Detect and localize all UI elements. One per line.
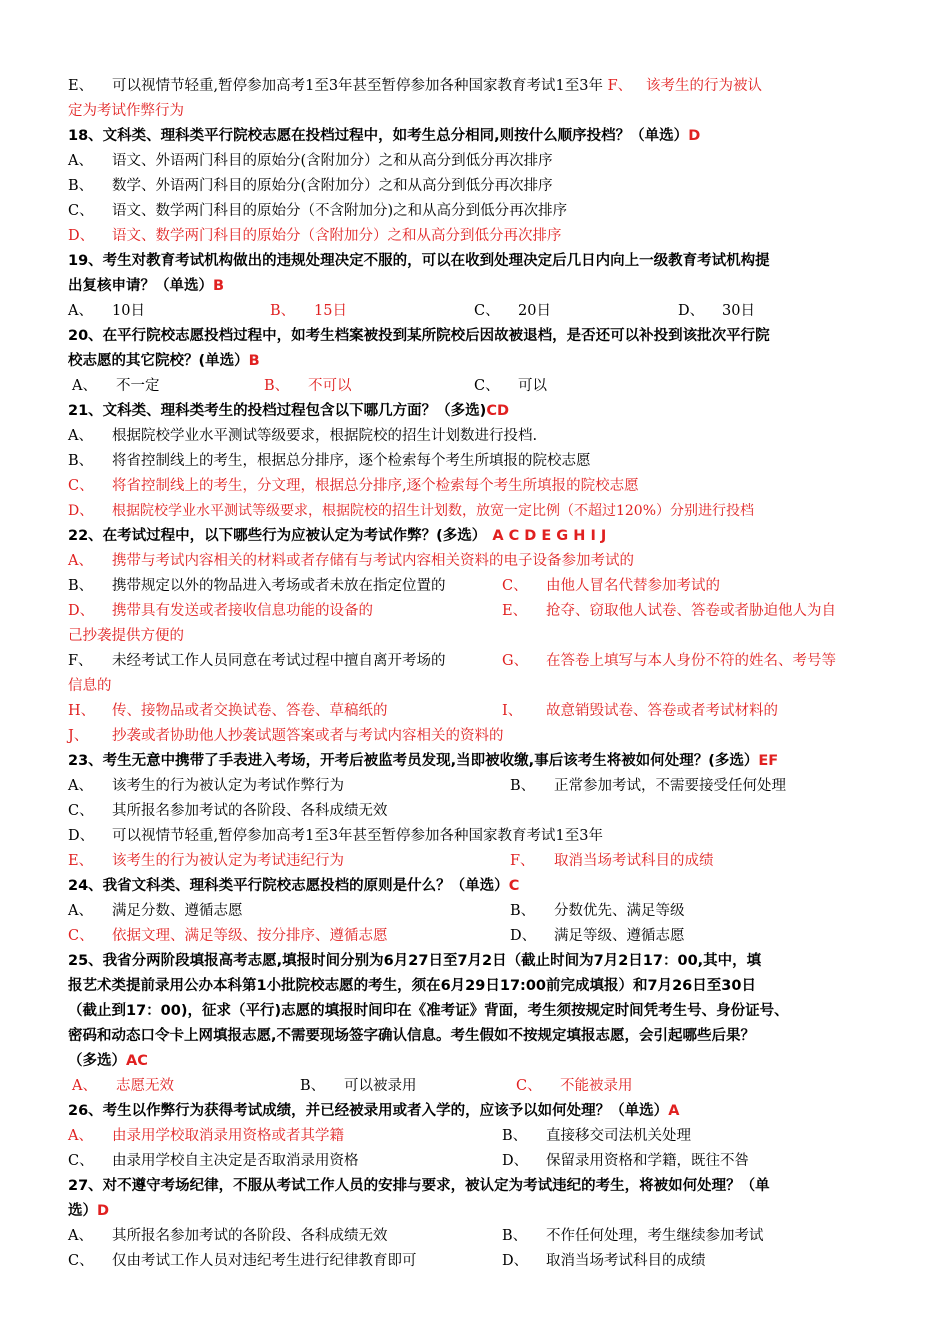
- q18-option-d: D、 语文、数学两门科目的原始分（含附加分）之和从高分到低分再次排序: [68, 228, 562, 244]
- q27-option-a: A、 其所报名参加考试的各阶段、各科成绩无效: [68, 1228, 388, 1244]
- answer-20: B: [248, 353, 260, 369]
- option-f: F、 该考生的行为被认: [607, 78, 763, 94]
- answer-26: A: [668, 1103, 680, 1119]
- q22-option-f: F、 未经考试工作人员同意在考试过程中擅自离开考场的: [68, 653, 446, 669]
- question-19: 19、考生对教育考试机构做出的违规处理决定不服的，可以在收到处理决定后几日内向上一级教育考试机构提: [68, 253, 770, 269]
- question-18: 18、文科类、理科类平行院校志愿在投档过程中，如考生总分相同,则按什么顺序投档？（单选）D: [68, 128, 701, 144]
- q23-option-d: D、 可以视情节轻重,暂停参加高考1至3年甚至暂停参加各种国家教育考试1至3年: [68, 828, 604, 844]
- q22-option-a: A、 携带与考试内容相关的材料或者存储有与考试内容相关资料的电子设备参加考试的: [68, 553, 634, 569]
- question-21: 21、文科类、理科类考生的投档过程包含以下哪几方面？（多选)CD: [68, 403, 509, 419]
- q19-option-b: B、 15日: [270, 303, 347, 319]
- q21-option-d: D、 根据院校学业水平测试等级要求，根据院校的招生计划数，放宽一定比例（不超过120%）分别进行投档: [68, 503, 755, 519]
- q20-option-b: B、 不可以: [264, 378, 352, 394]
- question-25: 25、我省分两阶段填报高考志愿,填报时间分别为6月27日至7月2日（截止时间为7月2日17：00,其中，填: [68, 953, 762, 969]
- q19-option-a: A、 10日: [68, 303, 145, 319]
- q18-option-b: B、 数学、外语两门科目的原始分(含附加分）之和从高分到低分再次排序: [68, 178, 553, 194]
- q21-option-a: A、 根据院校学业水平测试等级要求，根据院校的招生计划数进行投档.: [68, 428, 538, 444]
- q22-option-i: I、 故意销毁试卷、答卷或者考试材料的: [502, 703, 778, 719]
- q23-option-b: B、 正常参加考试，不需要接受任何处理: [510, 778, 786, 794]
- question-27: 27、对不遵守考场纪律，不服从考试工作人员的安排与要求，被认定为考试违纪的考生，将被如何处理？（单: [68, 1178, 770, 1194]
- question-25-l4: 密码和动态口令卡上网填报志愿,不需要现场签字确认信息。考生假如不按规定填报志愿，会引起哪些后果？: [68, 1028, 756, 1044]
- q26-option-d: D、 保留录用资格和学籍，既往不咎: [502, 1153, 749, 1169]
- question-25-l3: （截止到17：00)，征求（平行)志愿的填报时间印在《准考证》背面，考生须按规定时间凭考生号、身份证号、: [68, 1003, 789, 1019]
- q25-option-a: A、 志愿无效: [72, 1078, 174, 1094]
- q26-option-b: B、 直接移交司法机关处理: [502, 1128, 691, 1144]
- answer-22: A C D E G H I J: [492, 528, 607, 544]
- q24-option-d: D、 满足等级、遵循志愿: [510, 928, 685, 944]
- q21-option-c: C、 将省控制线上的考生，分文理，根据总分排序,逐个检索每个考生所填报的院校志愿: [68, 478, 639, 494]
- q18-option-c: C、 语文、数学两门科目的原始分（不含附加分)之和从高分到低分再次排序: [68, 203, 568, 219]
- question-23: 23、考生无意中携带了手表进入考场，开考后被监考员发现,当即被收缴,事后该考生将被如何处理？(多选）EF: [68, 753, 779, 769]
- q22-option-g-cont: 信息的: [68, 678, 112, 694]
- answer-21: CD: [486, 403, 509, 419]
- question-19-cont: 出复核申请？（单选）B: [68, 278, 225, 294]
- prev-option-line: E、 可以视情节轻重,暂停参加高考1至3年甚至暂停参加各种国家教育考试1至3年 F、 该考生的行为被认: [68, 78, 763, 94]
- q27-option-c: C、 仅由考试工作人员对违纪考生进行纪律教育即可: [68, 1253, 417, 1269]
- q19-option-c: C、 20日: [474, 303, 551, 319]
- q19-option-d: D、 30日: [678, 303, 755, 319]
- q25-option-c: C、 不能被录用: [516, 1078, 633, 1094]
- q20-option-c: C、 可以: [474, 378, 547, 394]
- q24-option-a: A、 满足分数、遵循志愿: [68, 903, 243, 919]
- q24-option-b: B、 分数优先、满足等级: [510, 903, 685, 919]
- q25-option-b: B、 可以被录用: [300, 1078, 417, 1094]
- q26-option-a: A、 由录用学校取消录用资格或者其学籍: [68, 1128, 344, 1144]
- prev-option-continuation: 定为考试作弊行为: [68, 103, 184, 119]
- q22-option-b: B、 携带规定以外的物品进入考场或者未放在指定位置的: [68, 578, 446, 594]
- q27-option-d: D、 取消当场考试科目的成绩: [502, 1253, 706, 1269]
- q20-option-a: A、 不一定: [72, 378, 160, 394]
- q27-option-b: B、 不作任何处理，考生继续参加考试: [502, 1228, 764, 1244]
- answer-24: C: [508, 878, 520, 894]
- question-27-cont: 选）D: [68, 1203, 110, 1219]
- question-20-cont: 校志愿的其它院校？(单选）B: [68, 353, 260, 369]
- q22-option-g: G、 在答卷上填写与本人身份不符的姓名、考号等: [502, 653, 836, 669]
- q22-option-d: D、 携带具有发送或者接收信息功能的设备的: [68, 603, 373, 619]
- answer-18: D: [688, 128, 701, 144]
- q22-option-j: J、 抄袭或者协助他人抄袭试题答案或者与考试内容相关的资料的: [68, 728, 504, 744]
- q24-option-c: C、 依据文理、满足等级、按分排序、遵循志愿: [68, 928, 388, 944]
- q22-option-e: E、 抢夺、窃取他人试卷、答卷或者胁迫他人为自: [502, 603, 836, 619]
- q22-option-h: H、 传、接物品或者交换试卷、答卷、草稿纸的: [68, 703, 388, 719]
- q23-option-e: E、 该考生的行为被认定为考试违纪行为: [68, 853, 344, 869]
- question-20: 20、在平行院校志愿投档过程中，如考生档案被投到某所院校后因故被退档，是否还可以补投到该批次平行院: [68, 328, 770, 344]
- q23-option-c: C、 其所报名参加考试的各阶段、各科成绩无效: [68, 803, 388, 819]
- answer-27: D: [97, 1203, 110, 1219]
- q23-option-a: A、 该考生的行为被认定为考试作弊行为: [68, 778, 344, 794]
- q21-option-b: B、 将省控制线上的考生，根据总分排序，逐个检索每个考生所填报的院校志愿: [68, 453, 591, 469]
- question-25-l5: （多选）AC: [68, 1053, 148, 1069]
- question-24: 24、我省文科类、理科类平行院校志愿投档的原则是什么？（单选）C: [68, 878, 520, 894]
- q26-option-c: C、 由录用学校自主决定是否取消录用资格: [68, 1153, 359, 1169]
- question-22: 22、在考试过程中，以下哪些行为应被认定为考试作弊？(多选） A C D E G H I J: [68, 528, 607, 544]
- q22-option-c: C、 由他人冒名代替参加考试的: [502, 578, 720, 594]
- question-26: 26、考生以作弊行为获得考试成绩，并已经被录用或者入学的，应该予以如何处理？（单选）A: [68, 1103, 680, 1119]
- question-25-l2: 报艺术类提前录用公办本科第1小批院校志愿的考生，须在6月29日17:00前完成填报）和7月26日至30日: [68, 978, 756, 994]
- answer-19: B: [213, 278, 225, 294]
- q22-option-e-cont: 己抄袭提供方便的: [68, 628, 184, 644]
- q18-option-a: A、 语文、外语两门科目的原始分(含附加分）之和从高分到低分再次排序: [68, 153, 553, 169]
- answer-25: AC: [126, 1053, 148, 1069]
- answer-23: EF: [758, 753, 779, 769]
- q23-option-f: F、 取消当场考试科目的成绩: [510, 853, 714, 869]
